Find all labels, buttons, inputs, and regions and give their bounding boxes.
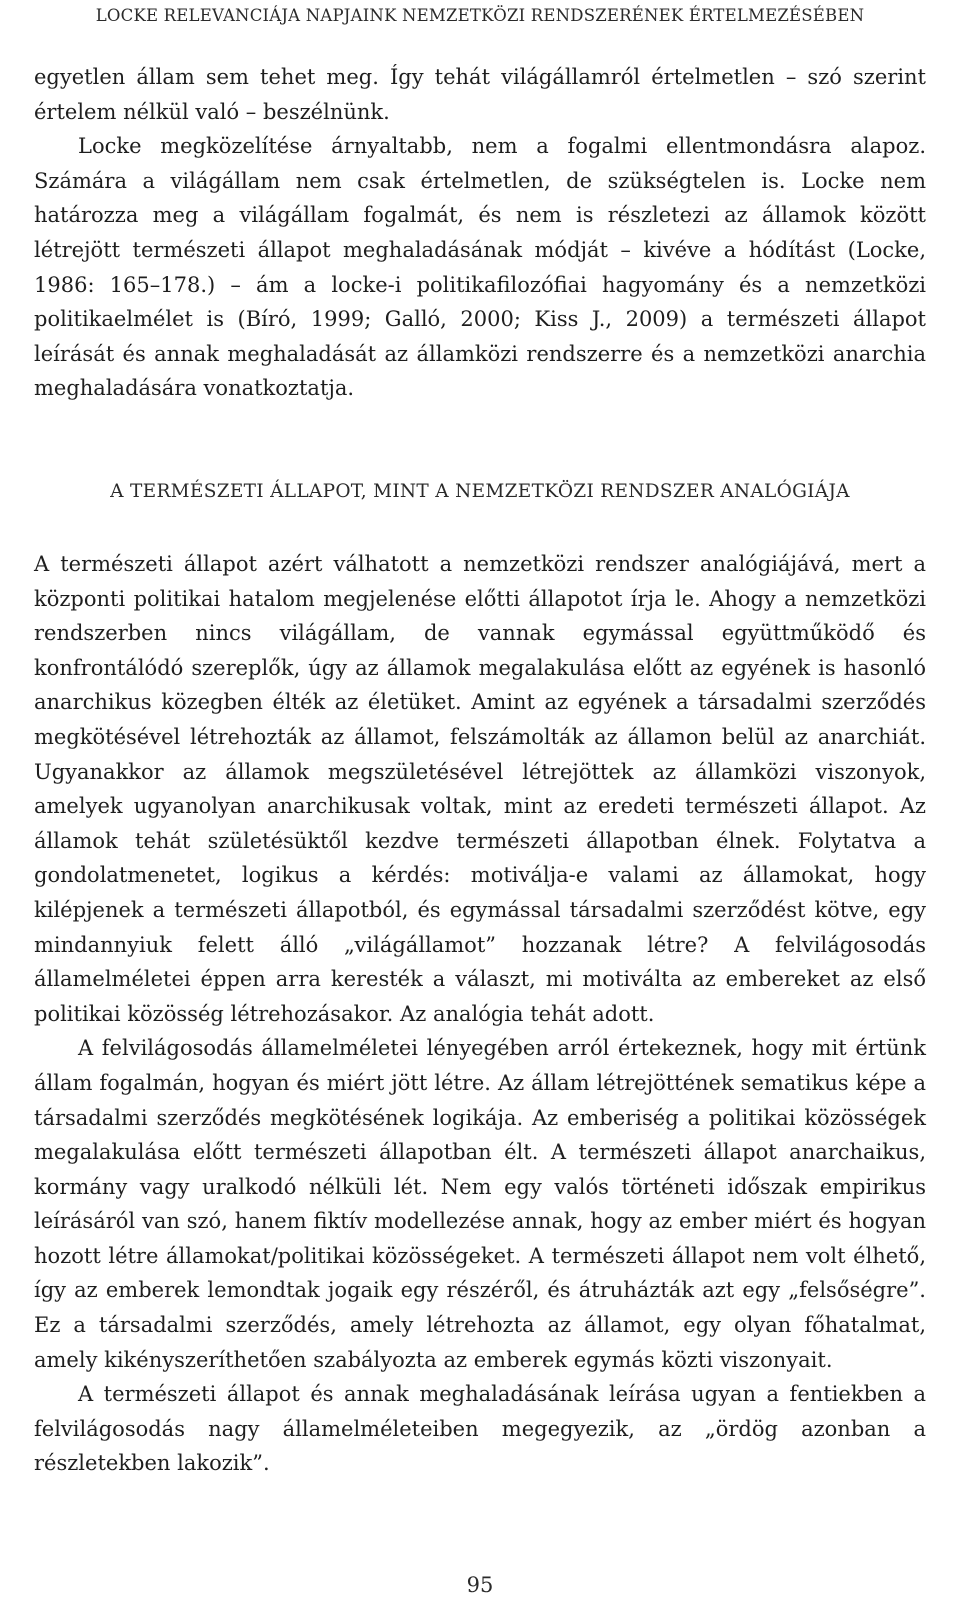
running-head: LOCKE RELEVANCIÁJA NAPJAINK NEMZETKÖZI RENDSZERÉNEK ÉRTELMEZÉSÉBEN: [95, 6, 865, 25]
section-text: [34, 547, 926, 1481]
paragraph: A természeti állapot azért válhatott a nemzetközi rendszer analógiájává, mert a központi politikai hatalom megjelenése előtti állapotot írja le. Ahogy a nemzetközi rendszerben nincs világállam, de vannak egymással együttműködő és konfrontálódó szereplők, úgy az államok megalakulása előtt az egyének is hasonló anarchikus közegben élték az életüket. Amint az egyének a társadalmi szerződés megkötésével létrehozták az államot, felszámolták az államon belül az anarchiát. Ugyanakkor az államok megszületésével létrejöttek az államközi viszonyok, amelyek ugyanolyan anarchikusak voltak, mint az eredeti természeti állapot. Az államok tehát születésüktől kezdve természeti állapotban élnek. Folytatva a gondolatmenetet, logikus a kérdés: motiválja-e valami az államokat, hogy kilépjenek a természeti állapotból, és egymással társadalmi szerződést kötve, egy mindannyiuk felett álló „világállamot” hozzanak létre? A felvilágosodás államelméletei éppen arra keresték a választ, mi motiválta az embereket az első politikai közösség létrehozásakor. Az analógia tehát adott.: [34, 552, 926, 1026]
paragraph: egyetlen állam sem tehet meg. Így tehát világállamról értelmetlen – szó szerint értelem nélkül való – beszélnünk.: [34, 65, 926, 124]
paragraph: A felvilágosodás államelméletei lényegében arról értekeznek, hogy mit értünk állam fogalmán, hogyan és miért jött létre. Az állam létrejöttének sematikus képe a társadalmi szerződés megkötésének logikája. Az emberiség a politikai közösségek megalakulása előtt természeti állapotban élt. A természeti állapot anarchaikus, kormány vagy uralkodó nélküli lét. Nem egy valós történeti időszak empirikus leírásáról van szó, hanem fiktív modellezése annak, hogy az ember miért és hogyan hozott létre államokat/politikai közösségeket. A természeti állapot nem volt élhető, így az emberek lemondtak jogaik egy részéről, és átruházták azt egy „felsőségre”. Ez a társadalmi szerződés, amely létrehozta az államot, egy olyan főhatalmat, amely kikényszeríthetően szabályozta az emberek egymás közti viszonyait.: [34, 1036, 926, 1372]
paragraph: Locke megközelítése árnyaltabb, nem a fogalmi ellentmondásra alapoz. Számára a világállam nem csak értelmetlen, de szükségtelen is. Locke nem határozza meg a világállam fogalmát, és nem is részletezi az államok között létrejött természeti állapot meghaladásának módját – kivéve a hódítást (Locke, 1986: 165–178.) – ám a locke-i politikafilozófiai hagyomány és a nemzetközi politikaelmélet is (Bíró, 1999; Galló, 2000; Kiss J., 2009) a természeti állapot leírását és annak meghaladását az államközi rendszerre és a nemzetközi anarchia meghaladására vonatkoztatja.: [34, 134, 926, 401]
paragraph: A természeti állapot és annak meghaladásának leírása ugyan a fentiekben a felvilágosodás nagy államelméleteiben megegyezik, az „ördög azonban a részletekben lakozik”.: [34, 1382, 926, 1476]
page-number: 95: [466, 1573, 494, 1597]
intro-text: [34, 60, 926, 406]
section-heading: A TERMÉSZETI ÁLLAPOT, MINT A NEMZETKÖZI RENDSZER ANALÓGIÁJA: [110, 481, 850, 502]
